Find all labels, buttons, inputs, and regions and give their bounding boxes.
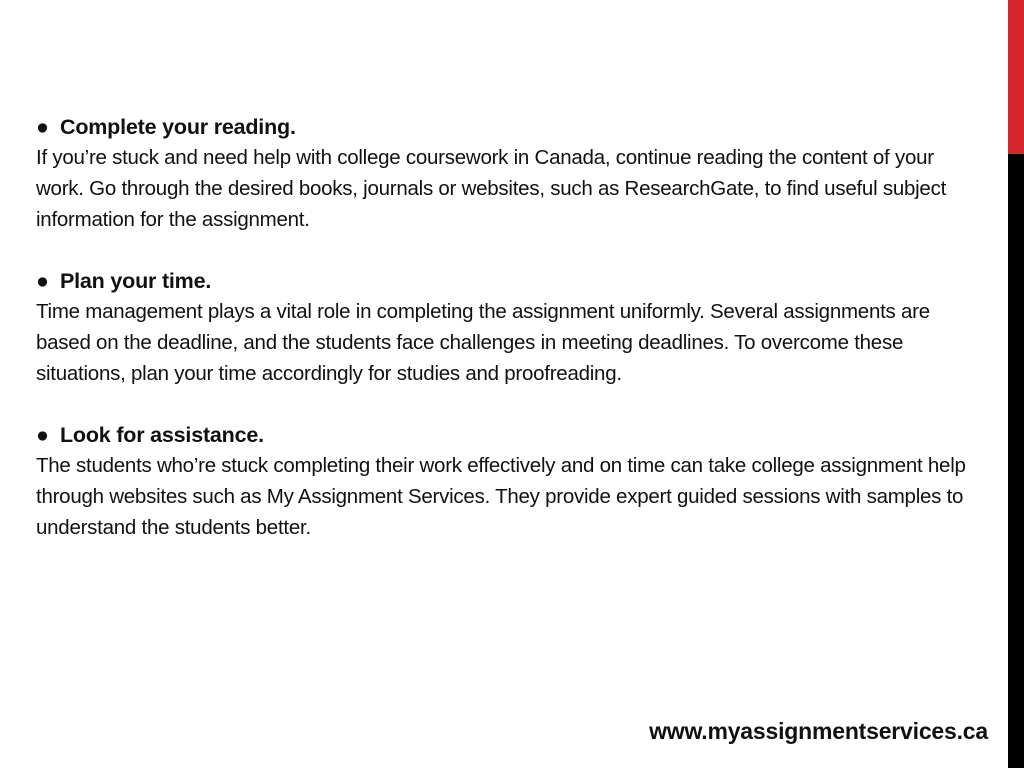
bullet-icon: ● xyxy=(36,423,49,447)
bullet-icon: ● xyxy=(36,269,49,293)
section-heading xyxy=(36,112,976,142)
section-heading-text: Complete your reading. xyxy=(60,115,296,139)
section-plan-time xyxy=(36,266,976,389)
accent-red-segment xyxy=(1008,0,1024,154)
section-heading xyxy=(36,266,976,296)
section-body: If you’re stuck and need help with college coursework in Canada, continue reading the content of your work. Go through the desired books, journals or websites, such as ResearchGate, to find useful subject information for the assignment. xyxy=(36,146,947,231)
section-heading-text: Look for assistance. xyxy=(60,423,264,447)
section-body: The students who’re stuck completing their work effectively and on time can take college assignment help through websites such as My Assignment Services. They provide expert guided sessions with samples to understand the students better. xyxy=(36,454,966,539)
slide-content xyxy=(36,112,976,574)
bullet-icon: ● xyxy=(36,115,49,139)
footer-website-url: www.myassignmentservices.ca xyxy=(649,718,988,744)
section-heading-text: Plan your time. xyxy=(60,269,212,293)
section-look-assistance xyxy=(36,420,976,543)
section-complete-reading xyxy=(36,112,976,235)
side-accent-bar xyxy=(1008,0,1024,768)
section-body: Time management plays a vital role in completing the assignment uniformly. Several assignments are based on the deadline, and the students face challenges in meeting deadlines. To overcome these situations, plan your time accordingly for studies and proofreading. xyxy=(36,300,930,385)
section-heading xyxy=(36,420,976,450)
accent-black-segment xyxy=(1008,154,1024,768)
